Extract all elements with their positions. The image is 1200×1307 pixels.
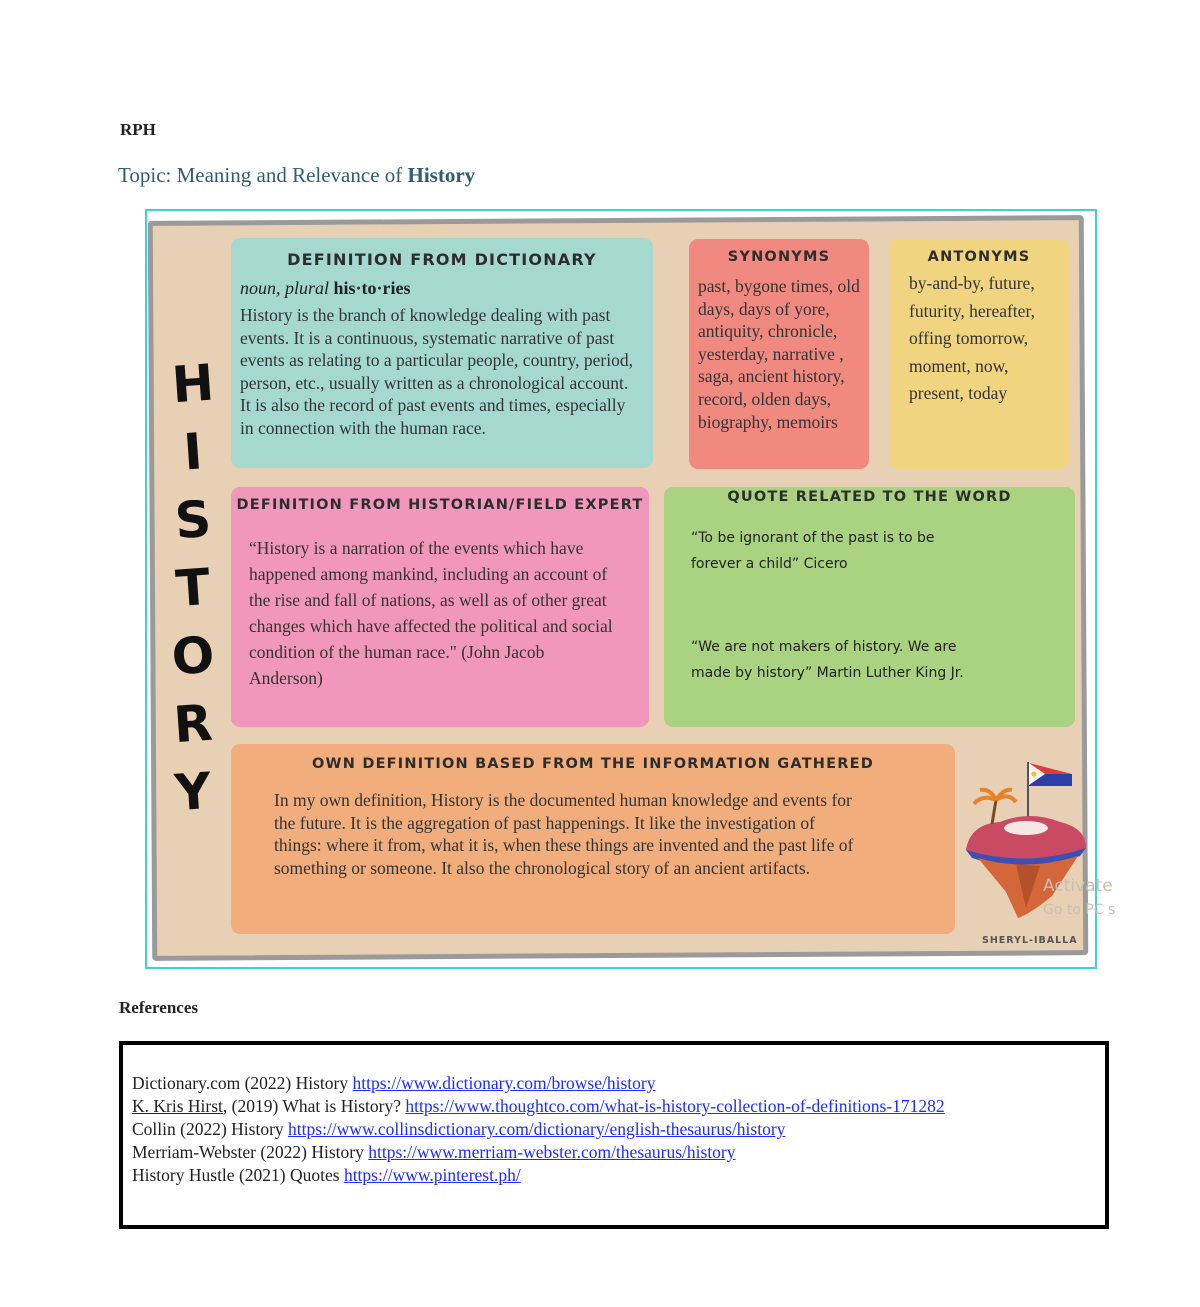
quotes-heading: QUOTE RELATED TO THE WORD [727,489,1012,505]
pronunciation: his·to·ries [333,278,411,298]
quote-cicero: “To be ignorant of the past is to be forever a child” Cicero [691,530,935,572]
reference-item [132,1164,945,1187]
dictionary-text: History is the branch of knowledge dealing with past events. It is a continuous, systematic narrative of past events as relating to a particular people, country, period, person, etc., usually written as a chronological account. It is also the record of past events and times, especially in connection with the human race. [240,305,633,438]
title-letter: H [170,353,216,415]
dictionary-word-form [240,278,411,299]
reference-item [132,1141,945,1164]
dictionary-definition-card [231,238,653,468]
own-definition-text: In my own definition, History is the documented human knowledge and events for the future. It is the aggregation of past happenings. It like the investigation of things: where it from, what it is, when these things are invented and the past life of something or someone. It also the chronological story of an ancient artifacts. [274,790,854,878]
reference-author: K. Kris Hirst [132,1096,223,1116]
part-of-speech: noun, plural [240,278,330,298]
reference-link[interactable]: https://www.dictionary.com/browse/history [352,1073,656,1093]
antonyms-text: by-and-by, future, futurity, hereafter, offing tomorrow, moment, now, present, today [909,273,1035,403]
title-letter: R [171,693,215,755]
own-definition-heading: OWN DEFINITION BASED FROM THE INFORMATION GATHERED [312,756,874,772]
synonyms-heading: SYNONYMS [727,249,831,265]
reference-item [132,1095,945,1118]
reference-citation: , (2019) What is History? [222,1096,406,1116]
title-letter: O [169,625,217,687]
historian-heading: DEFINITION FROM HISTORIAN/FIELD EXPERT [236,497,644,513]
reference-citation: History Hustle (2021) Quotes [132,1165,344,1185]
activation-watermark-line2: Go to PC s [1043,902,1116,918]
title-letter: T [173,557,213,619]
doc-label: RPH [120,120,156,139]
quote-mlk: “We are not makers of history. We are made by history” Martin Luther King Jr. [691,639,964,681]
history-vertical-title [168,350,218,826]
antonyms-card [889,239,1069,469]
topic-word: History [407,163,476,187]
reference-link[interactable]: https://www.merriam-webster.com/thesaurus/history [368,1142,736,1162]
activation-watermark-line1: Activate [1043,876,1113,896]
historian-text: “History is a narration of the events which have happened among mankind, including an account of the rise and fall of nations, as well as of other great changes which have affected the political and social condition of the human race." (John Jacob Anderson) [249,538,613,688]
quotes-card [664,487,1075,727]
own-definition-card [231,744,955,934]
reference-item [132,1072,945,1095]
synonyms-text: past, bygone times, old days, days of yore, antiquity, chronicle, yesterday, narrative , saga, ancient history, record, olden days, biography, memoirs [698,276,860,432]
reference-item [132,1118,945,1141]
dictionary-heading: DEFINITION FROM DICTIONARY [287,250,597,269]
topic-heading [118,163,475,188]
antonyms-heading: ANTONYMS [927,249,1031,265]
reference-citation: Dictionary.com (2022) History [132,1073,353,1093]
reference-link[interactable]: https://www.pinterest.ph/ [343,1165,521,1185]
title-letter: S [173,489,213,551]
references-heading: References [119,998,198,1017]
synonyms-card [689,239,869,469]
reference-citation: Collin (2022) History [132,1119,289,1139]
historian-definition-card [231,487,649,727]
topic-prefix: Topic: Meaning and Relevance of [118,163,408,187]
reference-citation: Merriam-Webster (2022) History [132,1142,369,1162]
title-letter: I [181,422,205,482]
reference-link[interactable]: https://www.thoughtco.com/what-is-history-collection-of-definitions-171282 [405,1096,945,1116]
title-letter: Y [172,761,214,823]
poster-author: SHERYL-IBALLA [982,935,1078,946]
references-list [132,1072,945,1187]
reference-link[interactable]: https://www.collinsdictionary.com/dictionary/english-thesaurus/history [288,1119,786,1139]
